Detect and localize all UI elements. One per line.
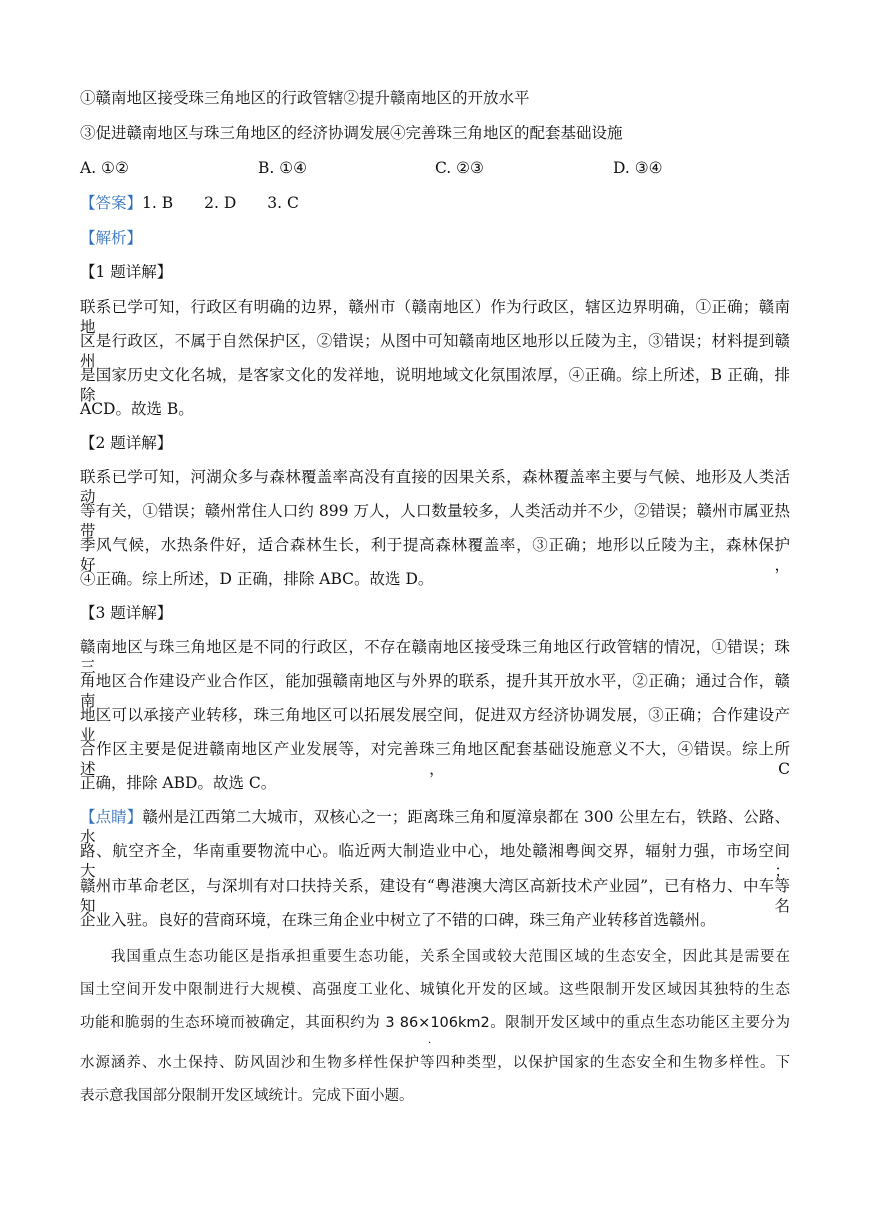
answer-label: 【答案】 (80, 194, 143, 212)
passage-line: 功能和脆弱的生态环境而被确定，其面积约为 3 86×106km2。限制开发区域中的重点生态功能区主要分为 (80, 1015, 790, 1031)
note-line: 路、航空齐全，华南重要物流中心。临近两大制造业中心，地处赣湘粤闽交界，辐射力强，市场空间大； (80, 842, 790, 880)
q2-line: 等有关，①错误；赣州常住人口约 899 万人，人口数量较多，人类活动并不少，②错误；赣州市属亚热带 (80, 502, 790, 540)
q3-line: 角地区合作建设产业合作区，能加强赣南地区与外界的联系，提升其开放水平，②正确；通过合作，赣南 (80, 672, 790, 710)
note-line: 赣州市革命老区，与深圳有对口扶持关系，建设有“粤港澳大湾区高新技术产业园”，已有格力、中车等知名 (80, 877, 790, 915)
note-label: 【点睛】 (80, 808, 143, 826)
passage-line: 水源涵养、水土保持、防风固沙和生物多样性保护等四种类型，以保护国家的生态安全和生物多样性。下 (80, 1055, 790, 1071)
q2-title: 【2 题详解】 (80, 434, 173, 452)
option-statements-line-2: ③促进赣南地区与珠三角地区的经济协调发展④完善珠三角地区的配套基础设施 (80, 124, 623, 142)
q3-line: 正确，排除 ABD。故选 C。 (80, 774, 277, 792)
answer-text: 1. B 2. D 3. C (142, 194, 299, 212)
note-text: 赣州是江西第二大城市，双核心之一；距离珠三角和厦漳泉都在 300 公里左右，铁路、公路、水 (80, 808, 790, 846)
choice-b: B. ①④ (258, 159, 308, 177)
analysis-label: 【解析】 (80, 229, 143, 247)
q2-line: 季风气候，水热条件好，适合森林生长，利于提高森林覆盖率，③正确；地形以丘陵为主，森林保护好， (80, 536, 790, 574)
q3-title: 【3 题详解】 (80, 604, 173, 622)
q2-line: ④正确。综上所述，D 正确，排除 ABC。故选 D。 (80, 570, 434, 588)
choice-c: C. ②③ (435, 159, 484, 177)
option-statements-line-1: ①赣南地区接受珠三角地区的行政管辖②提升赣南地区的开放水平 (80, 89, 530, 107)
q1-line: 是国家历史文化名城，是客家文化的发祥地，说明地域文化氛围浓厚，④正确。综上所述，B 正确，排除 (80, 366, 790, 404)
q3-line: 地区可以承接产业转移，珠三角地区可以拓展发展空间，促进双方经济协调发展，③正确；合作建设产业 (80, 706, 790, 744)
passage-line: 国土空间开发中限制进行大规模、高强度工业化、城镇化开发的区域。这些限制开发区域因其独特的生态 (80, 982, 790, 998)
answer-line (80, 193, 790, 213)
q1-line: ACD。故选 B。 (80, 400, 194, 418)
q1-title: 【1 题详解】 (80, 263, 173, 281)
q1-line: 联系已学可知，行政区有明确的边界，赣州市（赣南地区）作为行政区，辖区边界明确，①正确；赣南地 (80, 298, 790, 336)
q3-line: 赣南地区与珠三角地区是不同的行政区，不存在赣南地区接受珠三角地区行政管辖的情况，①错误；珠三 (80, 638, 790, 676)
q2-line: 联系已学可知，河湖众多与森林覆盖率高没有直接的因果关系，森林覆盖率主要与气候、地形及人类活动 (80, 468, 790, 506)
stray-dot-mark: · (428, 1038, 432, 1049)
q3-line: 合作区主要是促进赣南地区产业发展等，对完善珠三角地区配套基础设施意义不大，④错误。综上所述，C (80, 740, 790, 778)
choice-d: D. ③④ (613, 159, 663, 177)
passage-line: 表示意我国部分限制开发区域统计。完成下面小题。 (80, 1088, 414, 1104)
passage-line: 我国重点生态功能区是指承担重要生态功能，关系全国或较大范围区域的生态安全，因此其是需要在 (80, 949, 790, 965)
choice-a: A. ①② (80, 159, 129, 177)
note-line: 企业入驻。良好的营商环境，在珠三角企业中树立了不错的口碑，珠三角产业转移首选赣州。 (80, 911, 716, 929)
q1-line: 区是行政区，不属于自然保护区，②错误；从图中可知赣南地区地形以丘陵为主，③错误；材料提到赣州 (80, 332, 790, 370)
